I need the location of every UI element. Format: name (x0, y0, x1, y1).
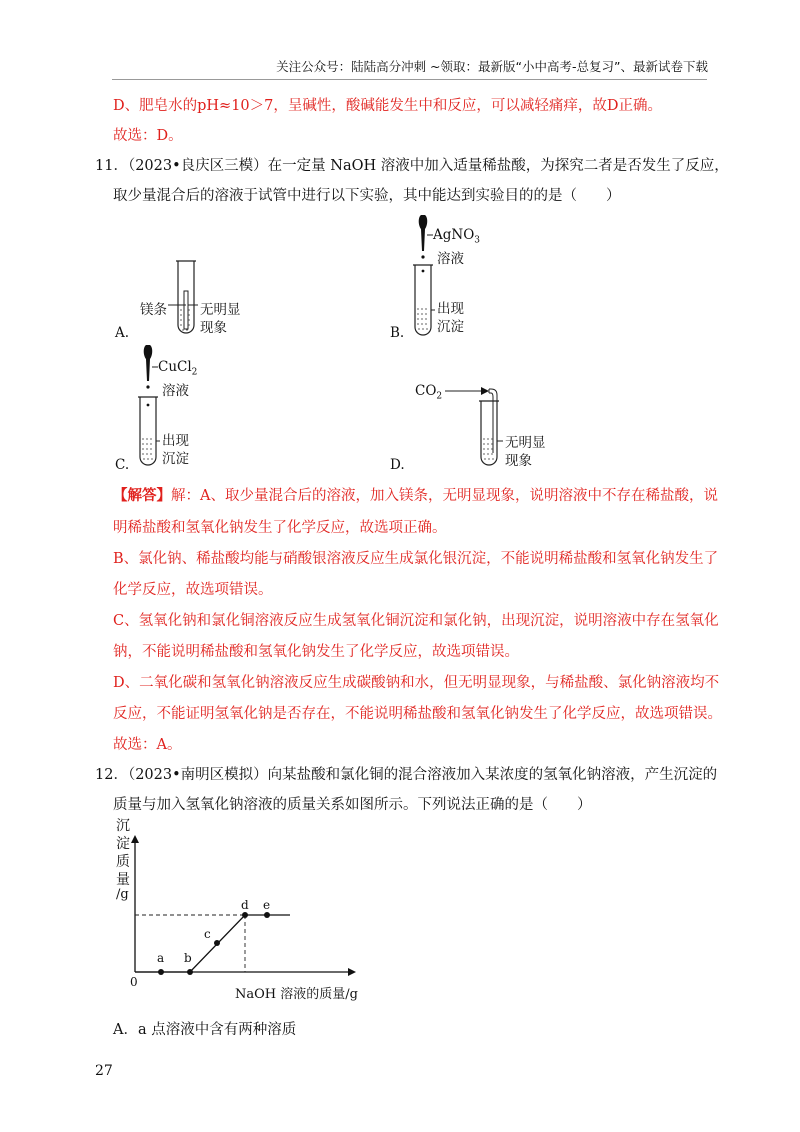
point-b-label: b (184, 951, 192, 965)
cucl2-solution-label: 溶液 (162, 383, 189, 399)
y-axis-arrow (131, 835, 139, 843)
q12-graph (110, 815, 380, 1005)
b-result-line1: 出现 (437, 301, 464, 317)
point-b (187, 969, 193, 975)
q11-solution-line7: D、二氧化碳和氢氧化钠溶液反应生成碳酸钠和水，但无明显现象，与稀盐酸、氯化钠溶液均不 (113, 675, 720, 691)
q11-solution-answer: 故选：A。 (113, 737, 182, 753)
prev-answer-choice: 故选：D。 (113, 128, 183, 144)
a-result-line2: 现象 (200, 320, 227, 336)
option-b-letter: B. (390, 325, 405, 341)
prev-answer-d: D、肥皂水的pH≈10＞7，呈碱性，酸碱能发生中和反应，可以减轻痛痒，故D正确。 (113, 98, 663, 114)
q11-solution-line4: 化学反应，故选项错误。 (113, 582, 273, 598)
agno3-solution-label: 溶液 (437, 251, 464, 267)
point-c (214, 940, 220, 946)
q12-stem-line1: 12．（2023•南明区模拟）向某盐酸和氯化铜的混合溶液加入某浓度的氢氧化钠溶液，产生沉淀的 (95, 767, 718, 783)
b-result-line2: 沉淀 (437, 319, 464, 335)
co2-label: $CO_2$ (415, 383, 443, 402)
point-e-label: e (263, 898, 271, 912)
d-result-line2: 现象 (505, 453, 532, 469)
ylabel-unit: /g (116, 887, 129, 902)
q11-option-a (110, 255, 241, 345)
point-a (158, 969, 164, 975)
q12-stem-line2: 质量与加入氢氧化钠溶液的质量关系如图所示。下列说法正确的是（ ） (113, 797, 592, 813)
q11-solution-line6: 钠，不能说明稀盐酸和氢氧化钠发生了化学反应，故选项错误。 (113, 644, 519, 660)
c-result-line1: 出现 (162, 433, 189, 449)
point-c-label: c (204, 927, 211, 941)
q11-solution-line2: 明稀盐酸和氢氧化钠发生了化学反应，故选项正确。 (113, 520, 447, 536)
q11-solution-line1: 【解答】解：A、取少量混合后的溶液，加入镁条，无明显现象，说明溶液中不存在稀盐酸，说 (113, 487, 718, 504)
origin-label: 0 (130, 975, 138, 989)
ylabel-char-1: 沉 (116, 818, 130, 834)
magnesium-label: 镁条 (140, 302, 167, 318)
option-a-letter: A. (115, 325, 130, 341)
d-result-line1: 无明显 (505, 435, 546, 451)
q11-solution-line8: 反应，不能证明氢氧化钠是否存在，不能说明稀盐酸和氢氧化钠发生了化学反应，故选项错误。 (113, 706, 722, 722)
point-d (242, 912, 248, 918)
page-number: 27 (95, 1063, 113, 1079)
q12-option-a: A．a 点溶液中含有两种溶质 (113, 1022, 297, 1038)
c-result-line2: 沉淀 (162, 451, 189, 467)
ylabel-char-3: 质 (116, 854, 130, 870)
ylabel-char-4: 量 (116, 872, 130, 888)
agno3-label: AgNO$_3$ (433, 227, 481, 246)
q11-solution-line3: B、氯化钠、稀盐酸均能与硝酸银溶液反应生成氯化银沉淀，不能说明稀盐酸和氢氧化钠发生了 (113, 551, 719, 567)
q11-option-b (385, 215, 525, 345)
header-divider (112, 79, 707, 80)
option-c-letter: C. (115, 457, 130, 473)
ylabel-char-2: 淀 (116, 836, 130, 852)
xlabel: NaOH 溶液的质量/g (235, 987, 358, 1002)
q11-option-c (110, 345, 250, 475)
q11-solution-line5: C、氢氧化钠和氯化铜溶液反应生成氢氧化铜沉淀和氯化钠，出现沉淀，说明溶液中存在氢氧化 (113, 613, 719, 629)
solution-tag: 【解答】 (113, 487, 171, 504)
x-axis-arrow (348, 968, 356, 976)
q11-stem-line1: 11．（2023•良庆区三模）在一定量 NaOH 溶液中加入适量稀盐酸，为探究二者是否发生了反应， (95, 158, 729, 174)
point-a-label: a (157, 951, 165, 965)
q11-stem-line2: 取少量混合后的溶液于试管中进行以下实验，其中能达到实验目的的是（ ） (113, 188, 621, 204)
a-result-line1: 无明显 (200, 302, 241, 318)
cucl2-label: CuCl$_2$ (158, 359, 198, 378)
option-d-letter: D. (390, 457, 405, 473)
page-header: 关注公众号：陆陆高分冲刺 ~领取：最新版“小中高考-总复习”、最新试卷下载 (276, 59, 708, 74)
point-d-label: d (241, 898, 249, 912)
point-e (264, 912, 270, 918)
q11-option-d (385, 375, 545, 475)
